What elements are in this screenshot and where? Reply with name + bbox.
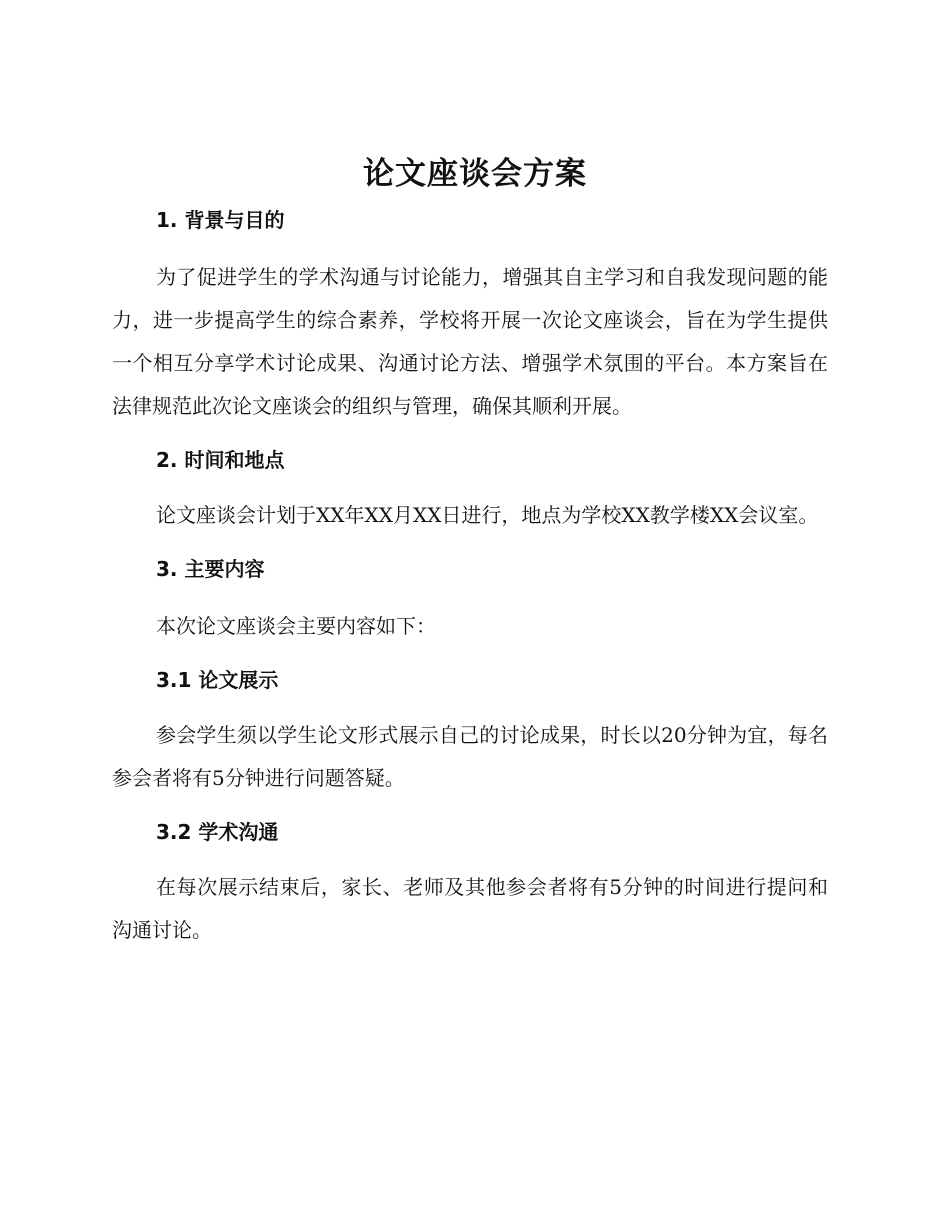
section-heading: 3. 主要内容 (156, 557, 265, 581)
section-paper-presentation (112, 664, 828, 800)
section-paragraph: 参会学生须以学生论文形式展示自己的讨论成果，时长以20分钟为宜，每名参会者将有5分钟进行问题答疑。 (112, 723, 828, 790)
section-heading: 2. 时间和地点 (156, 448, 285, 472)
section-heading: 1. 背景与目的 (156, 208, 285, 232)
section-paragraph: 论文座谈会计划于XX年XX月XX日进行，地点为学校XX教学楼XX会议室。 (156, 503, 819, 527)
section-time-place (112, 444, 828, 537)
section-academic-communication (112, 816, 828, 952)
document-title: 论文座谈会方案 (363, 156, 587, 192)
section-main-content (112, 553, 828, 648)
section-paragraph: 为了促进学生的学术沟通与讨论能力，增强其自主学习和自我发现问题的能力，进一步提高学生的综合素养，学校将开展一次论文座谈会，旨在为学生提供一个相互分享学术讨论成果、沟通讨论方法、增强学术氛围的平台。本方案旨在法律规范此次论文座谈会的组织与管理，确保其顺利开展。 (112, 265, 828, 418)
document-body (112, 204, 828, 952)
section-background (112, 204, 828, 428)
section-heading: 3.2 学术沟通 (156, 820, 279, 844)
section-heading: 3.1 论文展示 (156, 668, 279, 692)
section-paragraph: 本次论文座谈会主要内容如下： (156, 614, 436, 638)
section-paragraph: 在每次展示结束后，家长、老师及其他参会者将有5分钟的时间进行提问和沟通讨论。 (112, 875, 828, 942)
